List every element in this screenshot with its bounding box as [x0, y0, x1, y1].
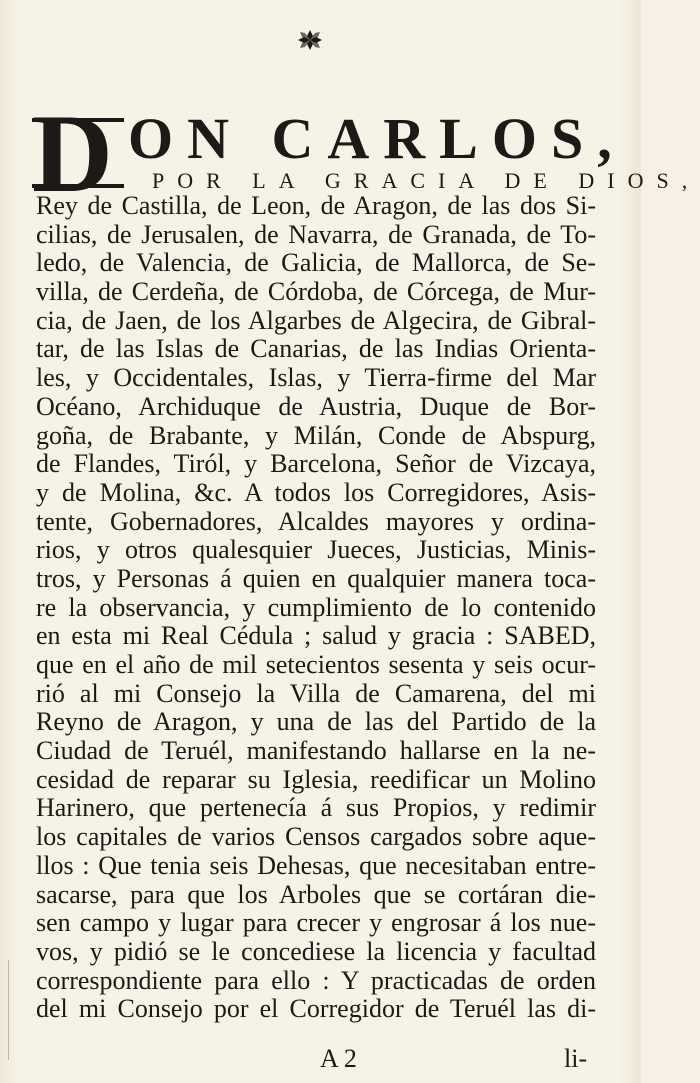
body-line: cia, de Jaen, de los Algarbes de Algecira, de Gibral- — [36, 305, 596, 335]
body-line: Reyno de Aragon, y una de las del Partido de la — [36, 707, 596, 737]
body-line: Harinero, que pertenecía á sus Propios, y redimir — [36, 793, 596, 823]
body-line: Rey de Castilla, de Leon, de Aragon, de las dos Si- — [36, 191, 596, 220]
body-line: los capitales de varios Censos cargados sobre aque- — [36, 822, 596, 852]
catchword: li- — [564, 1044, 588, 1073]
body-line: que en el año de mil setecientos sesenta y seis ocur- — [36, 650, 596, 679]
body-line: Ciudad de Teruél, manifestando hallarse en la ne- — [36, 736, 596, 766]
body-line: del mi Consejo por el Corregidor de Teruél las di- — [36, 994, 596, 1024]
body-line: sacarse, para que los Arboles que se cortáran die- — [36, 879, 596, 909]
body-line: les, y Occidentales, Islas, y Tierra-firme del Mar — [36, 363, 596, 393]
body-line: sen campo y lugar para crecer y engrosar á los nue- — [36, 908, 596, 938]
body-line: villa, de Cerdeña, de Córdoba, de Córcega, de Mur- — [36, 277, 596, 307]
page-edge-shadow — [8, 960, 9, 1060]
body-line: ledo, de Valencia, de Galicia, de Mallorca, de Se- — [36, 248, 596, 278]
body-line: rios, y otros qualesquier Jueces, Justicias, Minis- — [36, 535, 596, 565]
body-line: Océano, Archiduque de Austria, Duque de Bor- — [36, 391, 596, 421]
body-line: de Flandes, Tiról, y Barcelona, Señor de Vizcaya, — [36, 449, 596, 479]
body-line: goña, de Brabante, y Milán, Conde de Abspurg, — [36, 420, 596, 450]
body-line: correspondiente para ello : Y practicadas de orden — [36, 965, 596, 995]
body-line: llos : Que tenia seis Dehesas, que necesitaban entre- — [36, 850, 596, 880]
body-line: y de Molina, &c. A todos los Corregidores, Asis- — [36, 477, 596, 507]
subtitle-heading: POR LA GRACIA DE DIOS, — [152, 168, 700, 193]
body-line: cesidad de reparar su Iglesia, reedificar un Molino — [36, 764, 596, 794]
body-line: tente, Gobernadores, Alcaldes mayores y ordina- — [36, 506, 596, 536]
body-line: tros, y Personas á quien en qualquier manera toca- — [36, 563, 596, 593]
body-line: rió al mi Consejo la Villa de Camarena, del mi — [36, 678, 596, 708]
body-text — [36, 192, 596, 1024]
dropcap-letter: D — [32, 92, 113, 216]
body-line: tar, de las Islas de Canarias, de las Indias Orienta- — [36, 334, 596, 364]
body-line: cilias, de Jerusalen, de Navarra, de Granada, de To- — [36, 219, 596, 249]
body-line: vos, y pidió se le concediese la licencia y facultad — [36, 936, 596, 966]
signature-mark: A 2 — [320, 1044, 357, 1073]
title-heading: ON CARLOS, — [128, 106, 626, 171]
body-line: re la observancia, y cumplimiento de lo contenido — [36, 592, 596, 622]
body-line: en esta mi Real Cédula ; salud y gracia : SABED, — [36, 621, 596, 651]
cross-ornament-icon — [296, 28, 324, 52]
